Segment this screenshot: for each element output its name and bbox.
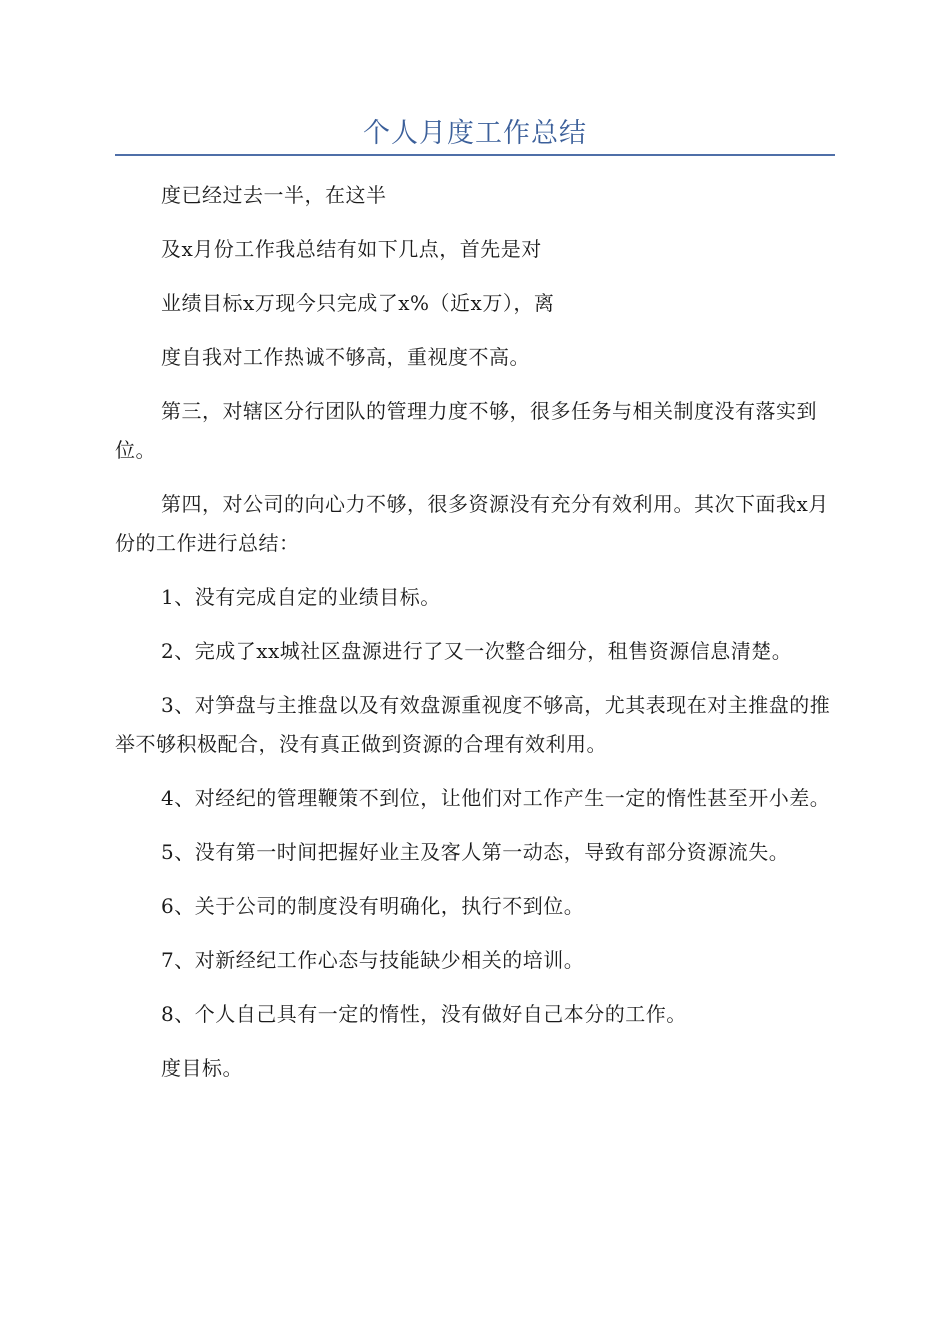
document-title: 个人月度工作总结 [363, 118, 587, 149]
list-item: 2、完成了xx城社区盘源进行了又一次整合细分，租售资源信息清楚。 [161, 639, 793, 663]
paragraph: 度自我对工作热诚不够高，重视度不高。 [161, 345, 530, 369]
paragraph: 及x月份工作我总结有如下几点，首先是对 [161, 237, 542, 261]
paragraph: 度目标。 [161, 1056, 243, 1080]
title-underline [115, 154, 835, 156]
paragraph: 业绩目标x万现今只完成了x%（近x万），离 [161, 291, 555, 315]
paragraph: 第四，对公司的向心力不够，很多资源没有充分有效利用。其次下面我x月份的工作进行总结： [115, 492, 829, 555]
document-body [115, 176, 835, 1103]
list-item: 8、个人自己具有一定的惰性，没有做好自己本分的工作。 [161, 1002, 687, 1026]
paragraph: 度已经过去一半，在这半 [161, 183, 387, 207]
list-item: 6、关于公司的制度没有明确化，执行不到位。 [161, 894, 585, 918]
list-item: 7、对新经纪工作心态与技能缺少相关的培训。 [161, 948, 585, 972]
paragraph: 第三，对辖区分行团队的管理力度不够，很多任务与相关制度没有落实到位。 [115, 399, 817, 462]
list-item: 4、对经纪的管理鞭策不到位，让他们对工作产生一定的惰性甚至开小差。 [161, 786, 831, 810]
list-item: 1、没有完成自定的业绩目标。 [161, 585, 441, 609]
list-item: 3、对笋盘与主推盘以及有效盘源重视度不够高，尤其表现在对主推盘的推举不够积极配合，没有真正做到资源的合理有效利用。 [115, 693, 831, 756]
list-item: 5、没有第一时间把握好业主及客人第一动态，导致有部分资源流失。 [161, 840, 790, 864]
